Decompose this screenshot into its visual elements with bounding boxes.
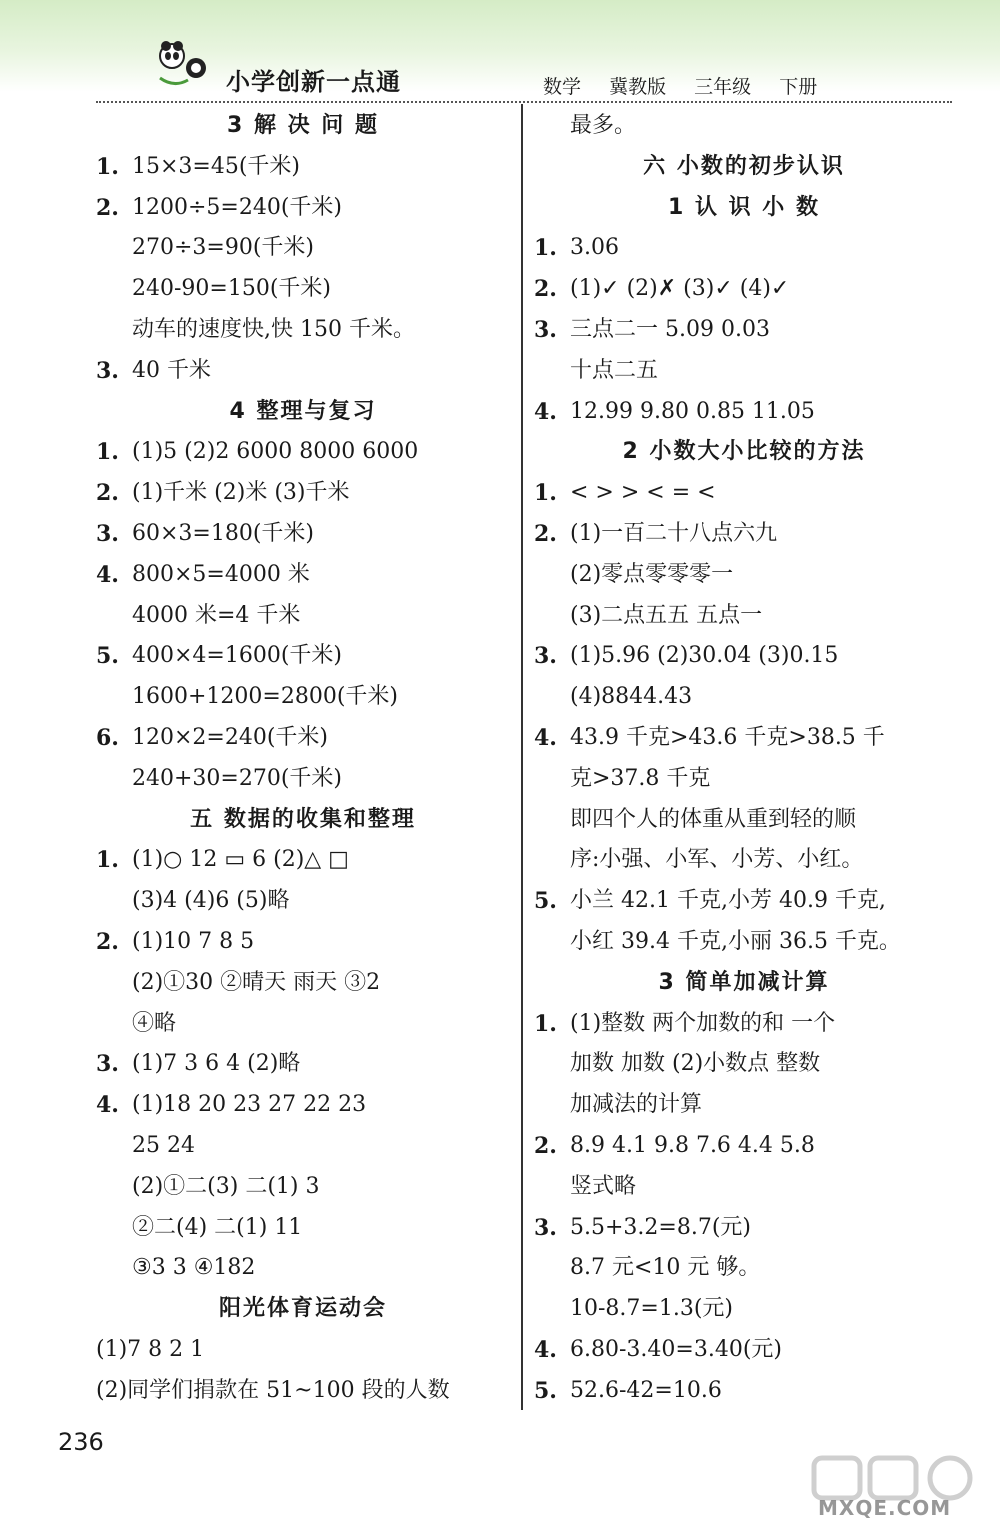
answer-item	[534, 1330, 954, 1371]
answer-continuation: 十点二五	[570, 357, 659, 383]
item-number: 4.	[96, 1092, 119, 1119]
answer-continuation: ④略	[132, 1010, 177, 1036]
answer-item	[534, 1126, 954, 1167]
item-number: 2.	[96, 194, 119, 221]
item-text: (1)千米 (2)米 (3)千米	[132, 480, 350, 506]
item-number: 5.	[534, 1377, 557, 1404]
answer-continuation: (2)零点零零零一	[570, 561, 734, 587]
answer-item	[534, 718, 954, 759]
answer-continuation: 竖式略	[570, 1173, 637, 1199]
header-subject: 数学	[543, 76, 582, 98]
answer-continuation: (2)①30 ②晴天 雨天 ③2	[132, 969, 381, 995]
item-text: 3.06	[570, 235, 619, 261]
answer-item	[534, 310, 954, 351]
item-number: 3.	[96, 1051, 119, 1078]
item-text: 43.9 千克>43.6 千克>38.5 千	[570, 724, 885, 750]
item-number: 4.	[96, 561, 119, 588]
item-text: 5.5+3.2=8.7(元)	[570, 1214, 751, 1240]
item-text: (1)5 (2)2 6000 8000 6000	[132, 439, 419, 465]
answer-continuation: 小红 39.4 千克,小丽 36.5 千克。	[570, 928, 901, 954]
answer-continuation: 加减法的计算	[570, 1092, 703, 1118]
watermark-text: MXQE.COM	[818, 1496, 952, 1520]
section-heading: 五 数据的收集和整理	[190, 806, 416, 832]
item-text: 120×2=240(千米)	[132, 724, 329, 750]
item-text: (1)10 7 8 5	[132, 928, 255, 954]
left-column	[96, 106, 510, 1412]
answer-item	[96, 1044, 510, 1085]
item-number: 3.	[96, 357, 119, 384]
item-number: 3.	[534, 643, 557, 670]
answer-item	[534, 1371, 954, 1412]
section-heading: 六 小数的初步认识	[643, 153, 845, 179]
answer-line: (2)同学们捐款在 51~100 段的人数	[96, 1377, 450, 1403]
item-number: 1.	[534, 235, 557, 262]
answer-continuation: ②二(4) 二(1) 11	[132, 1214, 303, 1240]
item-number: 3.	[96, 520, 119, 547]
item-number: 3.	[534, 1214, 557, 1241]
header-meta	[543, 72, 839, 99]
item-text: 小兰 42.1 千克,小芳 40.9 千克,	[570, 888, 886, 914]
answer-item	[96, 840, 510, 881]
item-number: 1.	[96, 439, 119, 466]
item-number: 4.	[534, 724, 557, 751]
answer-item	[96, 514, 510, 555]
answer-item	[534, 392, 954, 433]
item-number: 5.	[534, 888, 557, 915]
item-text: (1)5.96 (2)30.04 (3)0.15	[570, 643, 839, 669]
answer-item	[534, 228, 954, 269]
answer-continuation: 8.7 元<10 元 够。	[570, 1255, 761, 1281]
header-edition: 冀教版	[609, 76, 667, 98]
answer-item	[96, 188, 510, 229]
answer-item	[96, 718, 510, 759]
answer-item	[96, 1085, 510, 1126]
answer-continuation: (4)8844.43	[570, 684, 693, 710]
panda-mascot-icon	[156, 38, 214, 88]
item-text: 40 千米	[132, 357, 211, 383]
answer-item	[96, 555, 510, 596]
section-heading: 3 简单加减计算	[658, 969, 830, 995]
answer-item	[534, 881, 954, 922]
answer-continuation: 克>37.8 千克	[570, 765, 711, 791]
answer-continuation: 即四个人的体重从重到轻的顺	[570, 806, 857, 832]
answer-continuation: 240-90=150(千米)	[132, 276, 332, 302]
answer-continuation: (3)二点五五 五点一	[570, 602, 763, 628]
answer-item	[534, 1208, 954, 1249]
item-text: 三点二一 5.09 0.03	[570, 316, 770, 342]
answer-item	[534, 1004, 954, 1045]
right-column	[534, 106, 954, 1412]
answer-continuation: (2)①二(3) 二(1) 3	[132, 1173, 320, 1199]
item-number: 1.	[96, 847, 119, 874]
item-text: 8.9 4.1 9.8 7.6 4.4 5.8	[570, 1132, 815, 1158]
answer-continuation: 10-8.7=1.3(元)	[570, 1296, 734, 1322]
answer-item	[96, 473, 510, 514]
answer-item	[96, 351, 510, 392]
item-text: 60×3=180(千米)	[132, 520, 315, 546]
item-text: (1)○ 12 ▭ 6 (2)△ □	[132, 847, 349, 873]
answer-continuation: 序:小强、小军、小芳、小红。	[570, 847, 864, 873]
item-number: 5.	[96, 643, 119, 670]
item-number: 1.	[534, 480, 557, 507]
answer-continuation: 240+30=270(千米)	[132, 765, 343, 791]
item-number: 2.	[96, 480, 119, 507]
answer-continuation: (3)4 (4)6 (5)略	[132, 888, 290, 914]
item-text: 1200÷5=240(千米)	[132, 194, 343, 220]
header-band	[0, 0, 1000, 92]
answer-item	[96, 147, 510, 188]
section-heading: 2 小数大小比较的方法	[622, 439, 866, 465]
answer-continuation: 最多。	[570, 113, 637, 138]
answer-continuation: 动车的速度快,快 150 千米。	[132, 316, 415, 342]
item-text: (1)整数 两个加数的和 一个	[570, 1010, 836, 1036]
page-number: 236	[58, 1428, 104, 1456]
item-number: 2.	[534, 1132, 557, 1159]
item-text: 12.99 9.80 0.85 11.05	[570, 398, 815, 424]
header-grade: 三年级	[694, 76, 752, 98]
answer-item	[534, 514, 954, 555]
item-number: 6.	[96, 724, 119, 751]
column-divider	[521, 104, 523, 1410]
answer-continuation: 加数 加数 (2)小数点 整数	[570, 1051, 821, 1077]
header-term: 下册	[779, 76, 818, 98]
item-text: 52.6-42=10.6	[570, 1377, 722, 1403]
answer-line: (1)7 8 2 1	[96, 1336, 205, 1362]
item-text: 800×5=4000 米	[132, 561, 310, 587]
answer-continuation: 270÷3=90(千米)	[132, 235, 315, 261]
item-text: 15×3=45(千米)	[132, 153, 301, 179]
book-brand-title: 小学创新一点通	[226, 68, 401, 96]
answer-item	[96, 636, 510, 677]
section-heading: 3 解 决 问 题	[227, 113, 379, 138]
item-number: 4.	[534, 398, 557, 425]
item-text: (1)7 3 6 4 (2)略	[132, 1051, 301, 1077]
item-number: 3.	[534, 316, 557, 343]
section-heading: 阳光体育运动会	[218, 1296, 387, 1322]
item-number: 2.	[534, 276, 557, 303]
answer-item	[96, 922, 510, 963]
item-text: (1)一百二十八点六九	[570, 520, 778, 546]
item-text: (1)18 20 23 27 22 23	[132, 1092, 367, 1118]
answer-item	[534, 473, 954, 514]
item-number: 1.	[534, 1010, 557, 1037]
item-number: 4.	[534, 1336, 557, 1363]
item-number: 2.	[534, 520, 557, 547]
answer-continuation: 25 24	[132, 1132, 195, 1158]
item-text: 6.80-3.40=3.40(元)	[570, 1336, 782, 1362]
answer-item	[534, 636, 954, 677]
answer-item	[96, 432, 510, 473]
section-heading: 1 认 识 小 数	[668, 194, 820, 220]
item-text: < > > < = <	[570, 480, 716, 506]
item-number: 2.	[96, 928, 119, 955]
answer-continuation: ③3 3 ④182	[132, 1255, 256, 1281]
item-text: 400×4=1600(千米)	[132, 643, 343, 669]
answer-continuation: 4000 米=4 千米	[132, 602, 301, 628]
answer-continuation: 1600+1200=2800(千米)	[132, 684, 398, 710]
header-dotted-rule	[96, 101, 952, 103]
item-number: 1.	[96, 153, 119, 180]
answer-item	[534, 269, 954, 310]
item-text: (1)✓ (2)✗ (3)✓ (4)✓	[570, 276, 790, 302]
section-heading: 4 整理与复习	[229, 398, 377, 424]
